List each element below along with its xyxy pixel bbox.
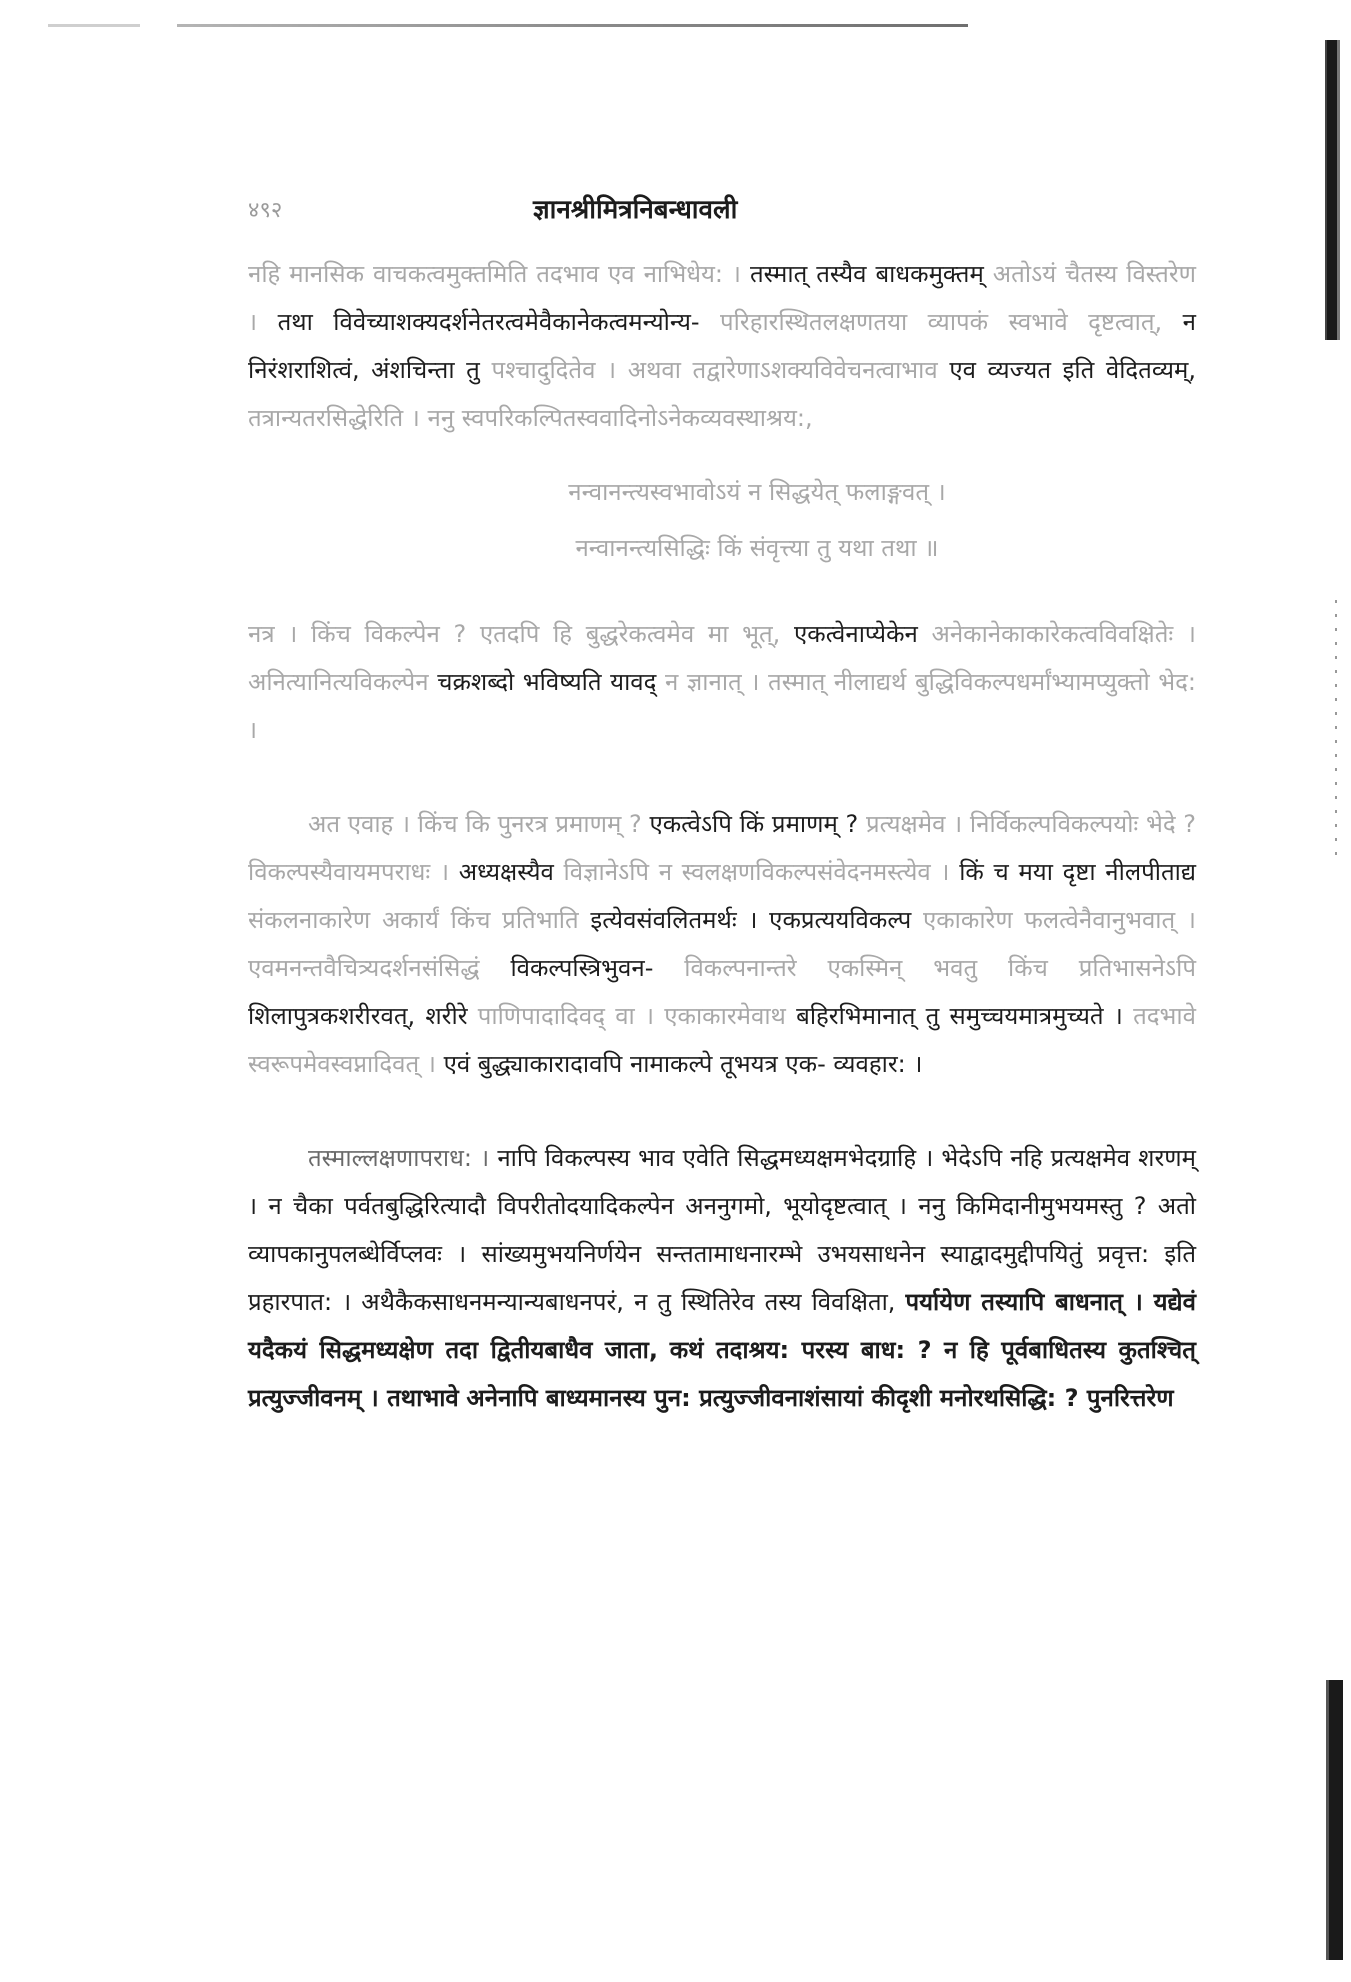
para2-line2-dark: चक्रशब्दो भविष्यति यावद् [437, 668, 657, 696]
para3-line3-dark: किं च मया दृष्टा नीलपीताद्य [959, 858, 1196, 886]
para3-line3-faint: विज्ञानेऽपि न स्वलक्षणविकल्पसंवेदनमस्त्येव । [563, 858, 950, 886]
para3-line8-faint: तदभावे स्वरूपमेवस्वप्नादिवत् । [248, 1002, 1196, 1078]
paragraph-3 [248, 800, 1196, 1088]
para3-line6-dark: शिलापुत्रकशरीरवत्, शरीरे [248, 1002, 468, 1030]
para1-line2-faint: अतोऽयं चैतस्य विस्तरेण । [248, 260, 1196, 336]
page-number: ४९२ [248, 198, 283, 223]
verse-block [318, 464, 1196, 576]
para4-line1-dark: नापि विकल्पस्य भाव एवेति सिद्धमध्यक्षमभेदग्राहि । [497, 1144, 934, 1172]
para4-line2: भेदेऽपि नहि प्रत्यक्षमेव शरणम् । न चैका पर्वतबुद्धिरित्यादौ विपरीतोदयादिकल्पेन [248, 1144, 1196, 1220]
para3-line1-dark: एकत्वेऽपि किं प्रमाणम् ? [649, 810, 859, 838]
para4-line7: कथं तदाश्रय: परस्य बाध: ? न हि पूर्वबाधितस्य कुतश्चित् प्रत्युज्जीवनम् । तथाभावे [248, 1336, 1196, 1412]
para3-line5-dark: विकल्पस्त्रिभुवन- [510, 954, 654, 982]
running-title: ज्ञानश्रीमित्रनिबन्धावली [533, 195, 738, 225]
para4-line1-mid: तस्माल्लक्षणापराध: । [308, 1144, 490, 1172]
para4-line3: अननुगमो, भूयोदृष्टत्वात् । ननु किमिदानीमुभयमस्तु ? अतो व्यापकानुपलब्धेर्विप्लवः । [248, 1192, 1196, 1268]
para2-line2-faint: अनेकानेकाकारेकत्वविवक्षितेः । अनित्यानित्यविकल्पेन [248, 620, 1196, 696]
para4-line5: प्रहारपात: । अथैकैकसाधनमन्यान्यबाधनपरं, न तु स्थितिरेव तस्य विवक्षिता, [248, 1288, 896, 1316]
para1-line4-dark: एव व्यज्यत इति वेदितव्यम्, [949, 356, 1196, 384]
binding-dots [1335, 600, 1337, 860]
paragraph-1 [248, 250, 1196, 442]
para1-line4-faint: पश्चादुदितेव । अथवा तद्वारेणाऽशक्यविवेचनत्वाभाव [491, 356, 938, 384]
para3-line4-faint: संकलनाकारेण अकार्यं किंच प्रतिभाति [248, 906, 579, 934]
para3-line2-faint: प्रत्यक्षमेव । निर्विकल्पविकल्पयोः भेदे ? विकल्पस्यैवायमपराधः । [248, 810, 1197, 886]
page-header [248, 190, 1196, 234]
page-body [248, 190, 1196, 1422]
para3-line8-dark: एवं बुद्ध्याकारादावपि नामाकल्पे तूभयत्र एक- [443, 1050, 826, 1078]
para3-line7-dark: बहिरभिमानात् तु समुच्चयमात्रमुच्यते । [796, 1002, 1123, 1030]
para1-line3-dark: न निरंशराशित्वं, अंशचिन्ता तु [248, 308, 1196, 384]
paragraph-2 [248, 610, 1196, 754]
para3-line5-faint: एकाकारेण फलत्वेनैवानुभवात् । एवमनन्तवैचित्र्यदर्शनसंसिद्धं [248, 906, 1196, 982]
paragraph-4 [248, 1134, 1196, 1422]
binding-shadow-top [1327, 40, 1337, 340]
para1-line3-faint: परिहारस्थितलक्षणतया व्यापकं स्वभावे दृष्टत्वात्, [720, 308, 1163, 336]
verse-line-1: नन्वानन्त्यस्वभावोऽयं न सिद्धयेत् फलाङ्गवत् । [568, 478, 946, 506]
top-rule [48, 24, 968, 27]
para4-line8: अनेनापि बाध्यमानस्य पुन: प्रत्युज्जीवनाशंसायां कीदृशी मनोरथसिद्धि: ? पुनरित्तरेण [466, 1384, 1174, 1412]
para4-line6: पर्यायेण तस्यापि बाधनात् । यद्येवं यदैकयं सिद्धमध्यक्षेण तदा द्वितीयबाधैव जाता, [248, 1288, 1196, 1364]
para3-line1-faint: अत एवाह । किंच कि पुनरत्र प्रमाणम् ? [308, 810, 642, 838]
para3-line9: व्यवहार: । [833, 1050, 923, 1078]
para3-line2-dark: अध्यक्षस्यैव [458, 858, 554, 886]
para1-line1-faint: नहि मानसिक वाचकत्वमुक्तमिति तदभाव एव नाभिधेय: । [248, 260, 742, 288]
binding-shadow-bottom [1329, 1680, 1343, 1960]
para2-line1-dark: एकत्वेनाप्येकेन [793, 620, 918, 648]
verse-line-2: नन्वानन्त्यसिद्धिः किं संवृत्त्या तु यथा तथा ॥ [575, 534, 939, 562]
para1-line1-dark: तस्मात् तस्यैव बाधकमुक्तम् [750, 260, 984, 288]
para1-line5-faint: तत्रान्यतरसिद्धेरिति । ननु स्वपरिकल्पितस्ववादिनोऽनेकव्यवस्थाश्रय:, [248, 404, 813, 432]
binding-edge [1315, 40, 1351, 1960]
para4-line4: सांख्यमुभयनिर्णयेन सन्ततामाधनारम्भे उभयसाधनेन स्याद्वादमुद्दीपयितुं प्रवृत्त: इति [481, 1240, 1196, 1268]
para3-line7-faint: पाणिपादादिवद् वा । एकाकारमेवाथ [477, 1002, 786, 1030]
para1-line2-dark: तथा विवेच्याशक्यदर्शनेतरत्वमेवैकानेकत्वमन्योन्य- [277, 308, 700, 336]
para2-line3-faint: न ज्ञानात् । तस्मात् नीलाद्यर्थ बुद्धिविकल्पधर्मांभ्यामप्युक्तो भेद: । [248, 668, 1196, 744]
para2-line1-faint: नत्र । किंच विकल्पेन ? एतदपि हि बुद्धरेकत्वमेव मा भूत्, [248, 620, 781, 648]
para3-line4-dark: इत्येवसंवलितमर्थः । एकप्रत्ययविकल्प [590, 906, 912, 934]
para3-line6-faint: विकल्पनान्तरे एकस्मिन् भवतु किंच प्रतिभासनेऽपि [684, 954, 1196, 982]
